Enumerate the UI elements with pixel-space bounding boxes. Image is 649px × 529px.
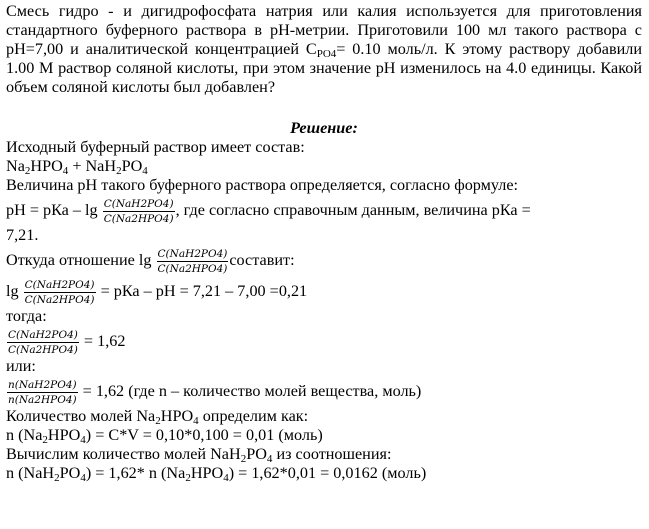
ratio-c-equation: $\frac{\text{C(NaH2PO4)}}{\text{C(Na2HPO4)}}$ = 1,62 xyxy=(8,328,126,356)
final-calculation: n $(NaH_2PO_4) = 1,62*$ n $(Na_2HPO_4) = 1,62*0,01 = 0,0162$ (моль) xyxy=(6,464,427,484)
composition-intro: Исходный буферный раствор имеет состав: xyxy=(6,138,305,156)
lg-equation: lg $\frac{\text{C(NaH2PO4)}}{\text{C(Na2HPO4)}}$ = рКа – рН = 7,21 – 7,00 =0,21 xyxy=(6,278,308,306)
calc-intro: Вычислим количество молей $NaH_2PO_4$ из соотношения: xyxy=(6,445,392,465)
fraction-n: $\frac{\text{n(NaH2PO4)}}{\text{n(Na2HPO4)}}$ xyxy=(8,378,77,406)
fraction-c: $\frac{\text{C(NaH2PO4)}}{\text{C(Na2HPO4)}}$ xyxy=(24,278,95,306)
ph-formula: рН = рКа – lg $\frac{\text{C(NaH2PO4)}}{\text{C(Na2HPO4)}}$ , где согласно справочным данным, величина рКа = xyxy=(6,197,531,225)
ph-formula-intro: Величина рН такого буферного раствора определяется, согласно формуле: xyxy=(6,176,519,194)
ratio-intro: Откуда отношение lg $\frac{\text{C(NaH2PO4)}}{\text{C(Na2HPO4)}}$ составит: xyxy=(6,247,295,275)
buffer-composition: $Na_2HPO_4 + NaH_2PO_4$ xyxy=(6,157,148,177)
fraction-c: $\frac{\text{C(NaH2PO4)}}{\text{C(Na2HPO4)}}$ xyxy=(8,328,78,356)
problem-statement xyxy=(6,2,642,97)
document-page xyxy=(6,2,642,483)
togda-label: тогда: xyxy=(6,307,47,325)
problem-subscript: PO4 xyxy=(316,48,337,60)
moles-calculation: n $(Na_2HPO_4) = С*V = 0,10*0,100 = 0,01$ (моль) xyxy=(6,426,323,446)
problem-text-part1: Смесь гидро - и дигидрофосфата натрия или калия используется для приготовления стандартного буферного раствора в рН-метрии. Приготовили 100 мл такого раствора с рН=7,00 и аналитической концентрацией С xyxy=(6,2,642,58)
problem-text-part2: = 0.10 моль/л. К этому раствору добавили 1.00 М раствор соляной кислоты, при этом значение рН изменилось на 4.0 единицы. Какой объем соляной кислоты был добавлен? xyxy=(6,40,642,96)
moles-intro: Количество молей $Na_2HPO_4$ определим как: xyxy=(6,407,309,427)
fraction-c: $\frac{\text{C(NaH2PO4)}}{\text{C(Na2HPO4)}}$ xyxy=(157,247,228,275)
ili-label: или: xyxy=(6,357,36,375)
fraction-c: $\frac{\text{C(NaH2PO4)}}{\text{C(Na2HPO4)}}$ xyxy=(103,197,174,225)
pka-value: 7,21. xyxy=(6,226,39,244)
solution-heading: Решение: xyxy=(290,119,358,137)
ratio-n-equation: $\frac{\text{n(NaH2PO4)}}{\text{n(Na2HPO4)}}$ = 1,62 (где n – количество молей вещества, моль) xyxy=(8,378,422,406)
